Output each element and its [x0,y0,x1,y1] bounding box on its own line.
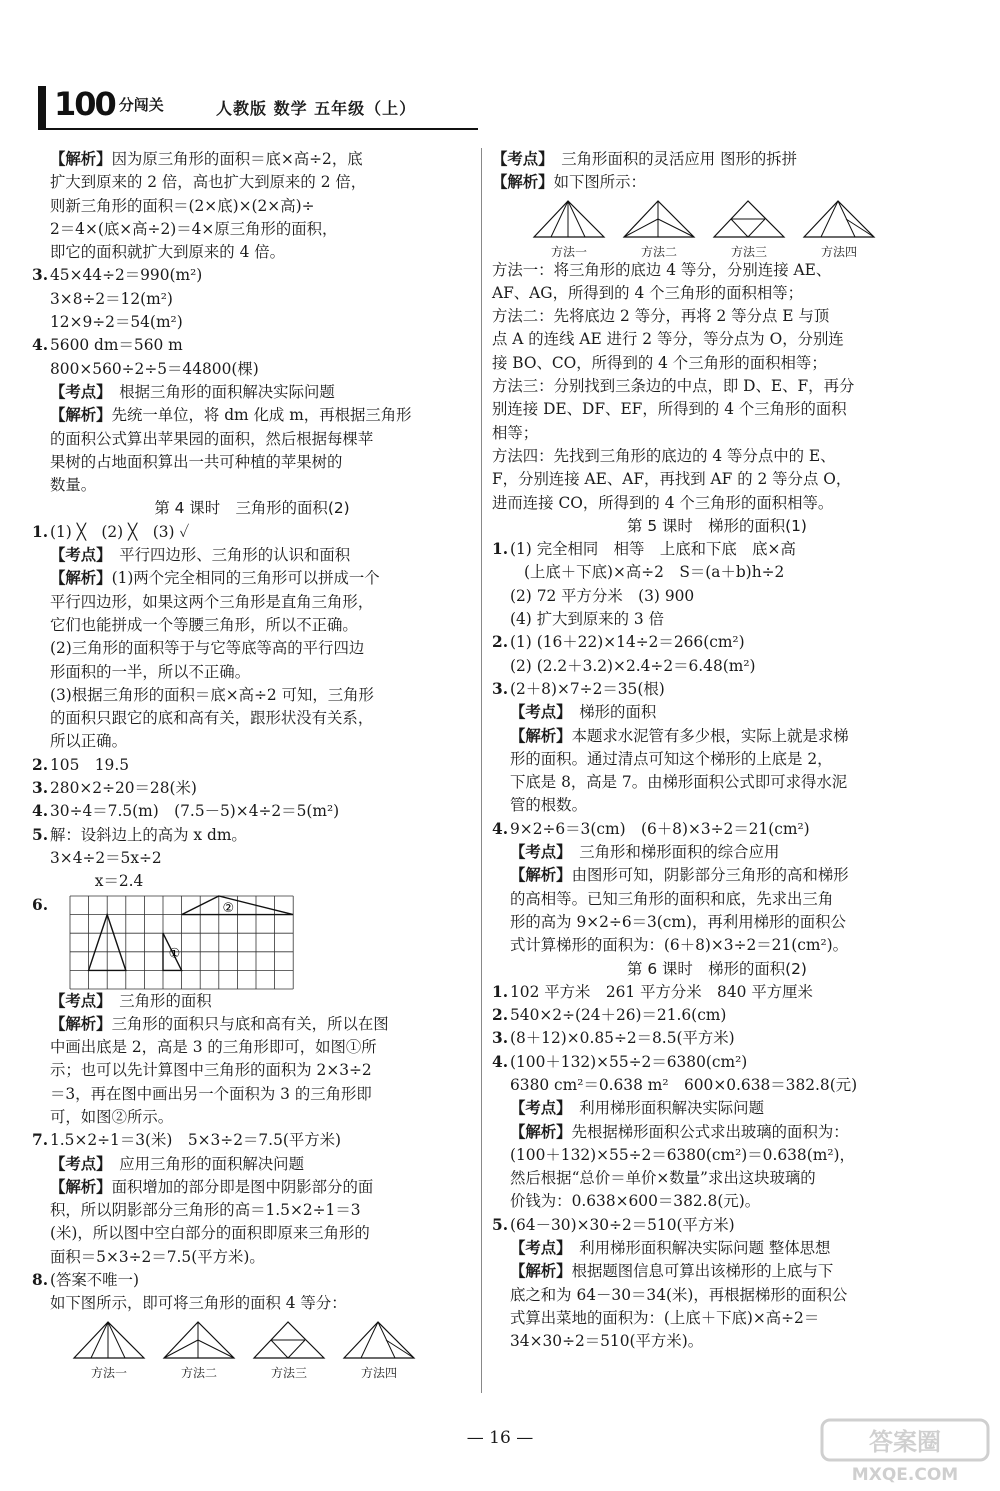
section-tag: 【考点】 [50,991,104,1010]
line-text: 所以正确。 [50,732,127,751]
figure-caption: 方法四 [360,1365,397,1380]
question-number: 5. [492,1215,509,1234]
triangle-figure [798,197,880,259]
triangle-diagram [710,197,788,245]
line-text: (1)两个完全相同的三角形可以拼成一个 [111,569,380,588]
header-bar [38,86,46,128]
text-line [32,1083,472,1106]
text-line [32,824,472,847]
line-text: 中画出底是 2，高是 3 的三角形即可，如图①所 [50,1038,377,1057]
line-text: 方法四：先找到三角形的底边的 4 等分点中的 E、 [492,446,836,465]
triangle-figure [158,1318,240,1380]
text-line [32,567,472,590]
triangle-figure [248,1318,330,1380]
line-text: 800×560÷2÷5＝44800(棵) [50,359,259,378]
line-text: (2) 72 平方分米 (3) 900 [510,586,695,605]
text-line [492,888,942,911]
line-text: 利用梯形面积解决实际问题 整体思想 [563,1239,831,1258]
text-line [492,701,942,724]
line-text: (1) ╳ (2) ╳ (3) ✓ [50,522,190,541]
figure-caption: 方法一 [550,244,587,259]
division-line [624,219,658,237]
text-line [492,1051,942,1074]
line-text: 式算出菜地的面积为：(上底＋下底)×高÷2＝ [510,1308,820,1327]
line-text: 点 A 的连线 AE 进行 2 等分，等分点为 O，分别连 [492,330,844,349]
text-line [492,148,942,171]
line-text: 下底是 8，高是 7。由梯形面积公式即可求得水泥 [510,773,848,792]
text-line [32,544,472,567]
line-text: 34×30÷2＝510(平方米)。 [510,1332,704,1351]
line-text: 105 19.5 [50,755,130,774]
section-tag: 【考点】 [50,382,104,401]
section-tag: 【考点】 [510,1099,564,1118]
text-line [32,1059,472,1082]
figure-caption: 方法三 [270,1365,307,1380]
triangle-diagram [340,1318,418,1366]
text-line [32,707,472,730]
question-number: 7. [32,1131,49,1150]
section-tag: 【考点】 [50,546,104,565]
lesson-heading: 第 6 课时 梯形的面积(2) [627,959,807,978]
section-tag: 【考点】 [50,1154,104,1173]
text-line [492,981,942,1004]
text-line [492,934,942,957]
line-text: 根据题图信息可算出该梯形的上底与下 [571,1262,834,1281]
grid-question [32,894,472,990]
figure-caption: 方法四 [820,244,857,259]
line-text: 积，所以阴影部分三角形的高＝1.5×2÷1＝3 [50,1201,361,1220]
text-line [32,1246,472,1269]
line-text: 则新三角形的面积＝(2×底)×(2×高)÷ [50,196,315,215]
triangle-figure [338,1318,420,1380]
line-text: 根据三角形的面积解决实际问题 [103,382,335,401]
section-tag: 【解析】 [50,150,112,168]
text-line [32,1036,472,1059]
line-text: 数量。 [50,476,97,495]
line-text: 先根据梯形面积公式求出玻璃的面积为： [571,1122,849,1141]
text-line [492,1074,942,1097]
triangle-diagram [620,197,698,245]
question-number: 4. [492,819,509,838]
triangle-outline [74,1322,144,1358]
section-tag: 【解析】 [510,866,572,885]
division-line [568,201,585,237]
line-text: 3×8÷2＝12(m²) [50,289,173,308]
line-text: 果树的占地面积算出一共可种植的苹果树的 [50,452,343,471]
text-line [492,1260,942,1283]
section-tag: 【解析】 [492,173,554,192]
text-line [492,794,942,817]
line-text: 平行四边形、三角形的认识和面积 [103,546,351,565]
line-text: 形的面积。通过清点可知这个梯形的上底是 2， [510,749,833,768]
triangle-diagram [70,1318,148,1366]
page-header [38,78,978,130]
line-text: (米)，所以图中空白部分的面积即原来三角形的 [50,1224,370,1243]
text-line [32,404,472,427]
line-text: 然后根据“总价＝单价×数量”求出这块玻璃的 [510,1169,816,1188]
line-text: 面积增加的部分即是图中阴影部分的面 [111,1177,374,1196]
question-number: 6. [32,895,49,914]
line-text: 扩大到原来的 2 倍，高也扩大到原来的 2 倍， [50,173,367,192]
line-text: (上底＋下底)×高÷2 S＝(a＋b)h÷2 [524,563,785,582]
line-text: 540×2÷(24＋26)＝21.6(cm) [510,1006,727,1025]
line-text: 管的根数。 [510,796,587,815]
triangle-figure [618,197,700,259]
text-line [492,1214,942,1237]
division-line [748,219,765,237]
line-text: 三角形的面积 [103,991,212,1010]
triangle-diagram [160,1318,238,1366]
line-text: 因为原三角形的面积＝底×高÷2，底 [111,150,363,168]
question-number: 1. [492,540,509,559]
text-line [492,608,942,631]
question-number: 5. [32,825,49,844]
text-line [492,282,942,305]
text-line [492,585,942,608]
division-line [821,201,838,237]
figure-caption: 方法二 [640,244,677,259]
line-text: 底之和为 64－30＝34(米)，再根据梯形的面积公 [510,1285,848,1304]
grid-figure [68,894,300,990]
question-number: 4. [32,336,49,355]
text-line [492,305,942,328]
line-text: (3)根据三角形的面积＝底×高÷2 可知，三角形 [50,685,374,704]
figure-caption: 方法二 [180,1365,217,1380]
line-text: 可，如图②所示。 [50,1107,174,1126]
division-line [91,1322,108,1358]
line-text: 方法一：将三角形的底边 4 等分，分别连接 AE、 [492,260,832,279]
text-line [32,148,472,171]
triangle-figure [708,197,790,259]
svg-text:答案圈: 答案圈 [869,1428,941,1456]
section-tag: 【解析】 [50,1014,112,1033]
text-line [492,1307,942,1330]
text-line [492,911,942,934]
line-text: 面积＝5×3÷2＝7.5(平方米)。 [50,1247,265,1266]
division-line [288,1340,305,1358]
text-line [32,800,472,823]
line-text: 价钱为：0.638×600＝382.8(元)。 [510,1192,761,1211]
text-line [492,445,942,468]
shape-label: ① [168,945,181,961]
text-line [32,1106,472,1129]
text-line [32,591,472,614]
text-line [492,398,942,421]
line-text: (1) 完全相同 相等 上底和下底 底×高 [510,540,796,559]
question-number: 2. [492,633,509,652]
text-line [32,1153,472,1176]
text-line [492,771,942,794]
text-line [492,631,942,654]
text-line [32,730,472,753]
text-line [492,1121,942,1144]
text-line [32,1222,472,1245]
text-line [32,428,472,451]
line-text: 9×2÷6＝3(cm) (6＋8)×3÷2＝21(cm²) [510,819,810,838]
text-line [492,1330,942,1353]
triangle-diagram [530,197,608,245]
line-text: (8＋12)×0.85÷2＝8.5(平方米) [510,1029,735,1048]
text-line [492,655,942,678]
text-line [492,492,942,515]
line-text: F，分别连接 AE、AF，再找到 AF 的 2 等分点 O， [492,470,852,489]
text-line [32,847,472,870]
question-number: 8. [32,1271,49,1290]
text-line [32,311,472,334]
division-line [164,1340,198,1358]
text-line [32,684,472,707]
text-line [492,538,942,561]
question-number: 2. [492,1006,509,1025]
line-text: 3×4÷2＝5x÷2 [50,848,162,867]
question-number: 3. [492,1029,509,1048]
triangle-outline [804,201,874,237]
line-text: (2) (2.2＋3.2)×2.4÷2＝6.48(m²) [510,656,756,675]
line-text: 它们也能拼成一个等腰三角形，所以不正确。 [50,615,358,634]
division-line [731,219,748,237]
text-line [32,381,472,404]
text-line [32,264,472,287]
line-text: 解：设斜边上的高为 x dm。 [50,825,247,844]
section-tag: 【解析】 [50,406,112,425]
lesson-heading: 第 4 课时 三角形的面积(2) [154,499,350,518]
section-tag: 【解析】 [510,1262,572,1281]
text-line [32,1199,472,1222]
text-line [32,1176,472,1199]
triangle-figure [528,197,610,259]
text-line [492,1144,942,1167]
text-line [492,818,942,841]
division-line [198,1340,234,1358]
text-line [492,1097,942,1120]
line-text: 进而连接 CO，所得到的 4 个三角形的面积相等。 [492,493,834,512]
triangle-figure [68,1318,150,1380]
text-line [492,422,942,445]
text-line [32,334,472,357]
question-number: 1. [32,522,49,541]
line-text: 形面积的一半，所以不正确。 [50,662,251,681]
text-line [492,171,942,194]
text-line [492,352,942,375]
line-text: x＝2.4 [64,872,144,891]
line-text: 相等； [492,423,539,442]
text-line [32,358,472,381]
division-line [271,1340,288,1358]
line-text: 利用梯形面积解决实际问题 [563,1099,764,1118]
shape-label: ② [222,900,235,916]
section-tag: 【解析】 [50,569,112,588]
text-line [32,521,472,544]
text-line [492,678,942,701]
line-text: 先统一单位，将 dm 化成 m，再根据三角形 [111,406,412,425]
text-line [32,451,472,474]
line-text: (1) (16＋22)×14÷2＝266(cm²) [510,633,745,652]
section-tag: 【考点】 [510,1239,564,1258]
text-line [32,637,472,660]
section-tag: 【解析】 [50,1177,112,1196]
line-text: 如下图所示，即可将三角形的面积 4 等分： [50,1294,347,1313]
text-line [492,1004,942,1027]
text-line [32,195,472,218]
text-line [492,841,942,864]
text-line [32,171,472,194]
division-line [551,201,568,237]
text-line [492,1190,942,1213]
line-text: (100＋132)×55÷2＝6380(cm²)＝0.638(m²)， [510,1145,855,1164]
line-text: 的高相等。已知三角形的面积和底，先求出三角 [510,889,834,908]
header-rule [38,128,478,130]
line-text: (100＋132)×55÷2＝6380(cm²) [510,1052,748,1071]
section-tag: 【考点】 [510,703,564,722]
text-line [32,614,472,637]
text-line [492,1284,942,1307]
left-column [32,148,472,1380]
line-text: 平行四边形，如果这两个三角形是直角三角形， [50,592,374,611]
question-number: 1. [492,982,509,1001]
section-tag: 【考点】 [510,843,564,862]
division-line [361,1322,378,1358]
text-line [492,864,942,887]
text-line [32,754,472,777]
brand-logo: 100 分闯关 [54,85,164,123]
text-line [32,1269,472,1292]
text-line [32,777,472,800]
figure-row [68,1318,472,1380]
line-text: 由图形可知，阴影部分三角形的高和梯形 [571,866,849,885]
line-text: 6380 cm²＝0.638 m² 600×0.638＝382.8(元) [510,1075,858,1094]
section-tag: 【考点】 [492,150,546,168]
line-text: 45×44÷2＝990(m²) [50,266,203,285]
text-line [492,375,942,398]
section-tag: 【解析】 [510,726,572,745]
question-number: 3. [32,266,49,285]
svg-text:MXQE.COM: MXQE.COM [851,1465,959,1485]
text-line [492,1237,942,1260]
question-number: 4. [492,1052,509,1071]
line-text: 30÷4＝7.5(m) (7.5－5)×4÷2＝5(m²) [50,802,340,821]
text-line [32,474,472,497]
line-text: 102 平方米 261 平方分米 840 平方厘米 [510,982,813,1001]
text-line [492,725,942,748]
line-text: (4) 扩大到原来的 3 倍 [510,610,665,629]
line-text: (64－30)×30÷2＝510(平方米) [510,1215,735,1234]
book-title: 人教版 数学 五年级（上） [216,99,417,118]
text-line [32,1129,472,1152]
text-line [492,1027,942,1050]
question-number: 3. [32,779,49,798]
page-number: — 16 — [466,1428,534,1448]
question-number: 3. [492,679,509,698]
line-text: 方法二：先将底边 2 等分，再将 2 等分点 E 与顶 [492,307,830,326]
division-line [108,1322,125,1358]
figure-row [528,197,942,259]
line-text: 本题求水泥管有多少根，实际上就是求梯 [571,726,849,745]
text-line [492,328,942,351]
line-text: 梯形的面积 [563,703,657,722]
line-text: 三角形面积的灵活应用 图形的拆拼 [545,150,798,168]
line-text: 接 BO、CO，所得到的 4 个三角形的面积相等； [492,353,827,372]
line-text: 示；也可以先计算图中三角形的面积为 2×3÷2 [50,1061,372,1080]
line-text: 1.5×2÷1＝3(米) 5×3÷2＝7.5(平方米) [50,1131,342,1150]
line-text: 2＝4×(底×高÷2)＝4×原三角形的面积， [50,219,338,238]
text-line [32,288,472,311]
line-text: 如下图所示： [553,173,646,192]
triangle-outline [344,1322,414,1358]
line-text: 形的高为 9×2÷6＝3(cm)，再利用梯形的面积公 [510,912,846,931]
text-line [32,870,472,893]
text-line [492,748,942,771]
text-line [32,661,472,684]
line-text: 方法三：分别找到三条边的中点，即 D、E、F，再分 [492,377,855,396]
line-text: 三角形的面积只与底和高有关，所以在图 [111,1014,389,1033]
text-line [492,259,942,282]
right-column [492,148,942,1354]
triangle-outline [534,201,604,237]
line-text: (答案不唯一) [50,1271,139,1290]
line-text: 别连接 DE、DF、EF，所得到的 4 个三角形的面积 [492,400,847,419]
text-line [492,468,942,491]
figure-caption: 方法一 [90,1365,127,1380]
watermark-logo [820,1418,990,1486]
text-line [32,1292,472,1315]
text-line [492,561,942,584]
text-line [32,1013,472,1036]
line-text: (2)三角形的面积等于与它等底等高的平行四边 [50,639,365,658]
triangle-diagram [800,197,878,245]
column-divider [481,148,482,1393]
lesson-heading: 第 5 课时 梯形的面积(1) [627,516,807,535]
line-text: 的面积只跟它的底和高有关，跟形状没有关系， [50,709,374,728]
line-text: 式计算梯形的面积为：(6＋8)×3÷2＝21(cm²)。 [510,936,849,955]
line-text: 280×2÷20＝28(米) [50,779,197,798]
figure-caption: 方法三 [730,244,767,259]
question-number: 4. [32,802,49,821]
line-text: (2＋8)×7÷2＝35(根) [510,679,665,698]
division-line [658,219,694,237]
text-line [492,1167,942,1190]
line-text: 的面积公式算出苹果园的面积，然后根据每棵苹 [50,429,374,448]
section-tag: 【解析】 [510,1122,572,1141]
line-text: 即它的面积就扩大到原来的 4 倍。 [50,243,286,262]
text-line [32,990,472,1013]
line-text: ＝3，再在图中画出另一个面积为 3 的三角形即 [50,1084,372,1103]
line-text: 5600 dm＝560 m [50,336,183,355]
line-text: AF、AG，所得到的 4 个三角形的面积相等； [492,283,804,302]
text-line [32,218,472,241]
line-text: 应用三角形的面积解决问题 [103,1154,304,1173]
triangle-diagram [250,1318,328,1366]
line-text: 12×9÷2＝54(m²) [50,313,183,332]
line-text: 三角形和梯形面积的综合应用 [563,843,780,862]
text-line [32,241,472,264]
question-number: 2. [32,755,49,774]
